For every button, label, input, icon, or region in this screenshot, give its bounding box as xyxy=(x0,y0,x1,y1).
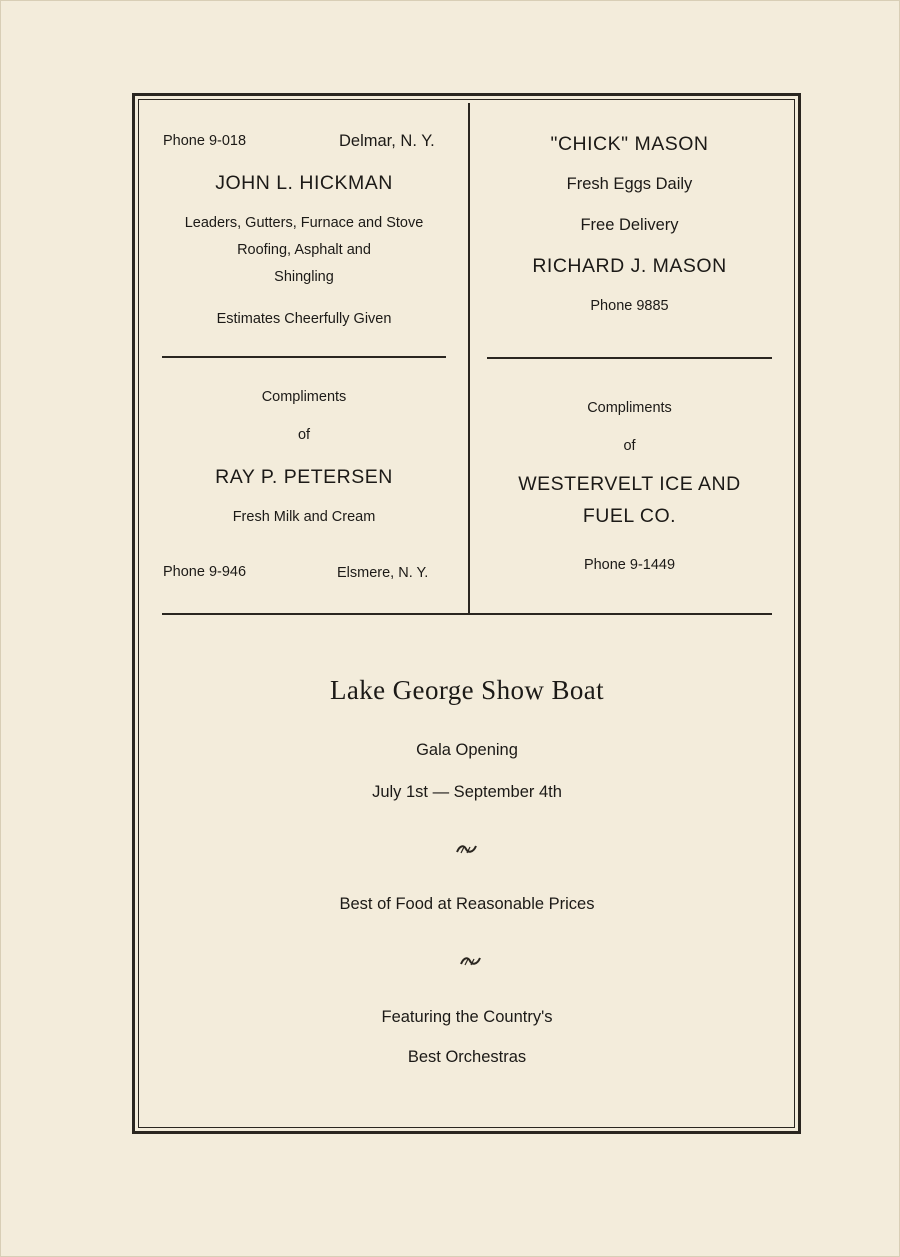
column-divider xyxy=(468,103,470,613)
showboat-featuring-2: Best Orchestras xyxy=(407,1048,527,1066)
petersen-tagline: Fresh Milk and Cream xyxy=(232,509,376,525)
petersen-compliments: Compliments xyxy=(261,389,347,405)
mason-name: RICHARD J. MASON xyxy=(532,255,727,277)
westervelt-of: of xyxy=(623,438,636,454)
hickman-phone: Phone 9-018 xyxy=(163,133,247,149)
hickman-name: JOHN L. HICKMAN xyxy=(215,172,393,194)
mason-line2: Free Delivery xyxy=(580,216,679,234)
hickman-services-2: Roofing, Asphalt and xyxy=(237,242,371,258)
westervelt-name-2: FUEL CO. xyxy=(582,505,677,527)
ornament-icon xyxy=(454,955,488,967)
petersen-name: RAY P. PETERSEN xyxy=(215,466,393,488)
divider-left-top xyxy=(162,356,446,358)
showboat-dates: July 1st — September 4th xyxy=(372,783,562,801)
showboat-title: Lake George Show Boat xyxy=(329,675,605,705)
hickman-location: Delmar, N. Y. xyxy=(339,132,435,150)
hickman-tagline: Estimates Cheerfully Given xyxy=(216,311,392,327)
petersen-phone: Phone 9-946 xyxy=(163,564,247,580)
mason-nickname: "CHICK" MASON xyxy=(550,133,709,155)
petersen-of: of xyxy=(297,427,311,443)
westervelt-name-1: WESTERVELT ICE AND xyxy=(518,473,741,495)
showboat-food: Best of Food at Reasonable Prices xyxy=(339,895,595,913)
westervelt-compliments: Compliments xyxy=(587,400,672,416)
hickman-services-1: Leaders, Gutters, Furnace and Stove xyxy=(184,215,424,231)
mason-line1: Fresh Eggs Daily xyxy=(566,175,693,193)
showboat-opening: Gala Opening xyxy=(416,741,518,759)
hickman-services-3: Shingling xyxy=(274,269,334,285)
petersen-location: Elsmere, N. Y. xyxy=(337,565,429,581)
showboat-featuring-1: Featuring the Country's xyxy=(381,1008,553,1026)
ornament-icon xyxy=(450,843,484,855)
divider-full xyxy=(162,613,772,615)
mason-phone: Phone 9885 xyxy=(590,298,669,314)
divider-right-top xyxy=(487,357,772,359)
westervelt-phone: Phone 9-1449 xyxy=(583,557,676,573)
